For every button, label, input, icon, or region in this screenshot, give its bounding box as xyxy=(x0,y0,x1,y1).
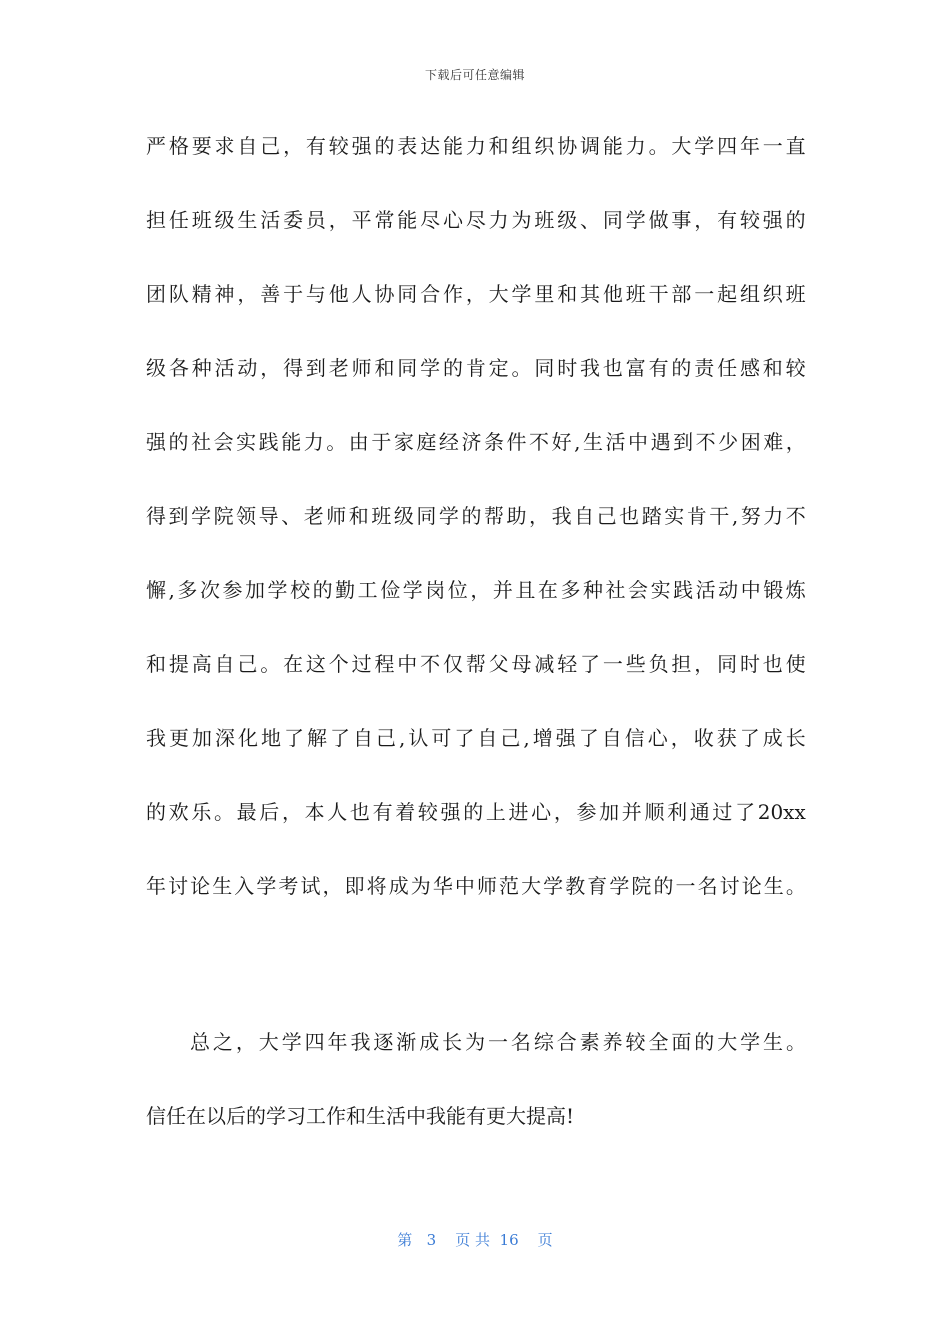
paragraph-1-line: 的 欢 乐 。 最 后 ， 本 人 也 有 着 较 强 的 上 进 心 ， 参 加 并 顺 利 通 过 了 20xx xyxy=(146,800,806,824)
paragraph-1-line: 我 更 加 深 化 地 了 解 了 自 己 , 认 可 了 自 己 , 增 强 了 自 信 心 ， 收 获 了 成 长 xyxy=(146,726,806,750)
paragraph-1-line: 懈 , 多 次 参 加 学 校 的 勤 工 俭 学 岗 位 ， 并 且 在 多 种 社 会 实 践 活 动 中 锻 炼 xyxy=(146,578,806,602)
paragraph-1-line: 级 各 种 活 动 ， 得 到 老 师 和 同 学 的 肯 定 。 同 时 我 也 富 有 的 责 任 感 和 较 xyxy=(146,356,806,380)
paragraph-1-line: 得 到 学 院 领 导 、 老 师 和 班 级 同 学 的 帮 助 ， 我 自 己 也 踏 实 肯 干 , 努 力 不 xyxy=(146,504,806,528)
paragraph-1-line: 团 队 精 神 ， 善 于 与 他 人 协 同 合 作 ， 大 学 里 和 其 他 班 干 部 一 起 组 织 班 xyxy=(146,282,806,306)
paragraph-1-line: 强 的 社 会 实 践 能 力 。 由 于 家 庭 经 济 条 件 不 好 , 生 活 中 遇 到 不 少 困 难 ， xyxy=(146,430,806,454)
page-number-footer: 第 3 页 共 16 页 xyxy=(397,1231,553,1249)
header-note: 下载后可任意编辑 xyxy=(424,68,525,82)
paragraph-1-line: 担 任 班 级 生 活 委 员 ， 平 常 能 尽 心 尽 力 为 班 级 、 同 学 做 事 ， 有 较 强 的 xyxy=(146,208,806,232)
paragraph-2-line: 信任在以后的学习工作和生活中我能有更大提高! xyxy=(146,1104,575,1128)
paragraph-1-line: 和 提 高 自 己 。 在 这 个 过 程 中 不 仅 帮 父 母 减 轻 了 一 些 负 担 ， 同 时 也 使 xyxy=(146,652,806,676)
paragraph-2-line: 总 之 ， 大 学 四 年 我 逐 渐 成 长 为 一 名 综 合 素 养 较 全 面 的 大 学 生 。 xyxy=(190,1030,806,1054)
paragraph-1-line: 严 格 要 求 自 己 ， 有 较 强 的 表 达 能 力 和 组 织 协 调 能 力 。 大 学 四 年 一 直 xyxy=(146,134,806,158)
paragraph-1-line: 年 讨 论 生 入 学 考 试 ， 即 将 成 为 华 中 师 范 大 学 教 育 学 院 的 一 名 讨 论 生 。 xyxy=(146,874,806,898)
